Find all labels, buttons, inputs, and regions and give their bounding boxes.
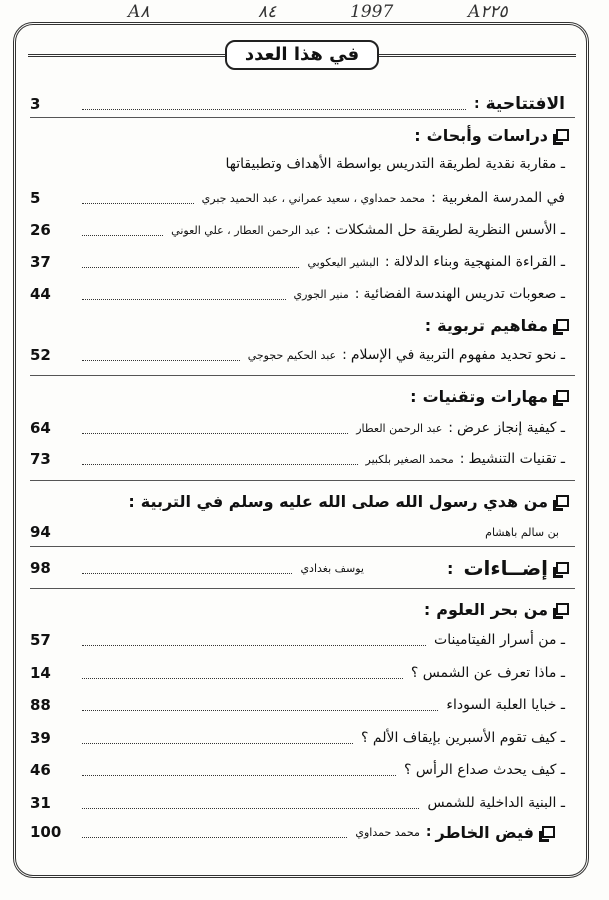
section-heading-highlights: إضــاءات : — [447, 555, 569, 581]
editorial-colon: : — [474, 96, 480, 112]
section-title: مفاهيم تربوية — [437, 315, 548, 335]
page-number: 73 — [30, 450, 51, 468]
dot-leader — [82, 192, 194, 204]
page-number: 26 — [30, 221, 51, 239]
page-number: 37 — [30, 253, 51, 271]
page-number: 31 — [30, 794, 51, 812]
toc-row[interactable] — [30, 726, 565, 750]
entry-title: ـ صعوبات تدريس الهندسة الفضائية — [363, 286, 565, 302]
page-number: 100 — [30, 823, 62, 841]
section-title: مهارات وتقنيات — [422, 386, 548, 406]
toc-row[interactable]: ـ صعوبات تدريس الهندسة الفضائية : منير الجوري 44 — [30, 285, 565, 303]
dot-leader — [82, 256, 299, 268]
entry-title: ـ مقاربة نقدية لطريقة التدريس بواسطة الأهداف وتطبيقاتها — [225, 156, 565, 172]
toc-row-editorial[interactable] — [30, 92, 565, 116]
section-title: فيض الخاطر — [435, 822, 534, 842]
dot-leader — [82, 826, 347, 838]
page-number: 88 — [30, 696, 51, 714]
section-heading-concepts: مفاهيم تربوية : — [425, 312, 569, 338]
section-heading-prophet: من هدي رسول الله صلى الله عليه وسلم في التربية : — [128, 488, 569, 514]
entry-title: ـ ماذا تعرف عن الشمس ؟ — [410, 665, 565, 681]
section-heading-skills: مهارات وتقنيات : — [410, 383, 569, 409]
separator — [30, 375, 575, 376]
box-bullet-icon — [556, 562, 569, 574]
toc-row[interactable]: في المدرسة المغربية : محمد حمداوي ، سعيد عمراني ، عبد الحميد جبري 5 — [30, 189, 565, 207]
handwritten-mid: ٨٤ — [258, 2, 277, 22]
entry-author: عبد الحكيم حجوجي — [247, 348, 337, 362]
entry-author: محمد حمداوي — [355, 825, 420, 839]
entry-title: ـ نحو تحديد مفهوم التربية في الإسلام — [350, 347, 565, 363]
toc-row[interactable] — [30, 152, 565, 176]
page-number: 39 — [30, 729, 51, 747]
entry-title: ـ كيف تقوم الأسبرين بإيقاف الألم ؟ — [361, 730, 565, 746]
section-title: من بحر العلوم — [436, 599, 548, 619]
entry-title: ـ الأسس النظرية لطريقة حل المشكلات — [334, 222, 565, 238]
toc-row[interactable] — [30, 520, 565, 544]
dot-leader — [82, 797, 419, 809]
entry-title: ـ البنية الداخلية للشمس — [427, 795, 565, 811]
toc-row[interactable] — [30, 758, 565, 782]
box-bullet-icon — [556, 129, 569, 141]
toc-row[interactable]: ـ كيفية إنجاز عرض : عبد الرحمن العطار 64 — [30, 419, 565, 437]
page-number: 5 — [30, 189, 41, 207]
separator — [30, 480, 575, 481]
separator — [30, 117, 575, 118]
section-heading-sciences: من بحر العلوم : — [424, 596, 569, 622]
editorial-label: الافتتاحية — [485, 94, 565, 114]
dot-leader — [82, 224, 163, 236]
separator — [30, 588, 575, 589]
page-number: 98 — [30, 559, 51, 577]
dot-leader — [82, 453, 358, 465]
entry-title: ـ كيفية إنجاز عرض — [456, 420, 565, 436]
dot-leader — [82, 764, 396, 776]
toc-row[interactable] — [30, 556, 370, 580]
toc-row-reflections[interactable]: فيض الخاطر : محمد حمداوي 100 — [30, 820, 565, 844]
toc-row[interactable]: ـ القراءة المنهجية وبناء الدلالة : البشير اليعكوبي 37 — [30, 253, 565, 271]
handwritten-right: A٢٢٥ — [468, 2, 508, 22]
entry-title: في المدرسة المغربية — [441, 190, 565, 206]
box-bullet-icon — [556, 390, 569, 402]
entry-author: محمد الصغير بلكبير — [365, 452, 454, 466]
box-bullet-icon — [542, 826, 555, 838]
section-heading-studies: دراسات وأبحاث : — [414, 122, 569, 148]
dot-leader — [82, 562, 292, 574]
box-bullet-icon — [556, 603, 569, 615]
dot-leader — [82, 98, 466, 110]
entry-author: البشير اليعكوبي — [307, 255, 379, 269]
entry-title: ـ تقنيات التنشيط — [468, 451, 565, 467]
page-number: 52 — [30, 346, 51, 364]
dot-leader — [82, 349, 240, 361]
toc-row[interactable] — [30, 791, 565, 815]
dot-leader — [82, 667, 403, 679]
entry-author: محمد حمداوي ، سعيد عمراني ، عبد الحميد جبري — [201, 191, 426, 205]
page-number: 14 — [30, 664, 51, 682]
section-title: دراسات وأبحاث — [426, 125, 548, 145]
dot-leader — [82, 699, 438, 711]
entry-title: ـ من أسرار الفيتامينات — [434, 632, 565, 648]
page-number: 57 — [30, 631, 51, 649]
dot-leader — [82, 288, 286, 300]
entry-author: عبد الرحمن العطار ، علي العوني — [171, 223, 321, 237]
toc-row[interactable] — [30, 693, 565, 717]
toc-row[interactable]: ـ تقنيات التنشيط : محمد الصغير بلكبير 73 — [30, 450, 565, 468]
box-bullet-icon — [556, 495, 569, 507]
handwritten-left: A٨ — [128, 2, 150, 22]
dot-leader — [82, 527, 477, 538]
toc-row[interactable] — [30, 628, 565, 652]
page-number: 46 — [30, 761, 51, 779]
page-title: في هذا العدد — [225, 40, 379, 70]
entry-author: يوسف بغدادي — [300, 561, 364, 575]
handwritten-year: 1997 — [350, 2, 394, 22]
dot-leader — [82, 422, 348, 434]
box-bullet-icon — [556, 319, 569, 331]
entry-author: عبد الرحمن العطار — [356, 421, 443, 435]
separator — [30, 546, 575, 547]
toc-row[interactable]: ـ الأسس النظرية لطريقة حل المشكلات : عبد الرحمن العطار ، علي العوني 26 — [30, 221, 565, 239]
page-number: 3 — [30, 95, 41, 113]
entry-title: ـ كيف يحدث صداع الرأس ؟ — [404, 762, 565, 778]
dot-leader — [82, 634, 426, 646]
section-title: إضــاءات — [463, 556, 548, 580]
dot-leader — [82, 732, 353, 744]
entry-author: بن سالم باهشام — [485, 525, 559, 539]
toc-row[interactable] — [30, 661, 565, 685]
toc-row[interactable]: ـ نحو تحديد مفهوم التربية في الإسلام : عبد الحكيم حجوجي 52 — [30, 346, 565, 364]
entry-author: منير الجوري — [293, 287, 349, 301]
entry-title: ـ خبايا العلبة السوداء — [446, 697, 565, 713]
page-number: 64 — [30, 419, 51, 437]
entry-title: ـ القراءة المنهجية وبناء الدلالة — [393, 254, 565, 270]
section-title: من هدي رسول الله صلى الله عليه وسلم في التربية — [140, 491, 548, 511]
page-number: 44 — [30, 285, 51, 303]
page-number: 94 — [30, 523, 51, 541]
